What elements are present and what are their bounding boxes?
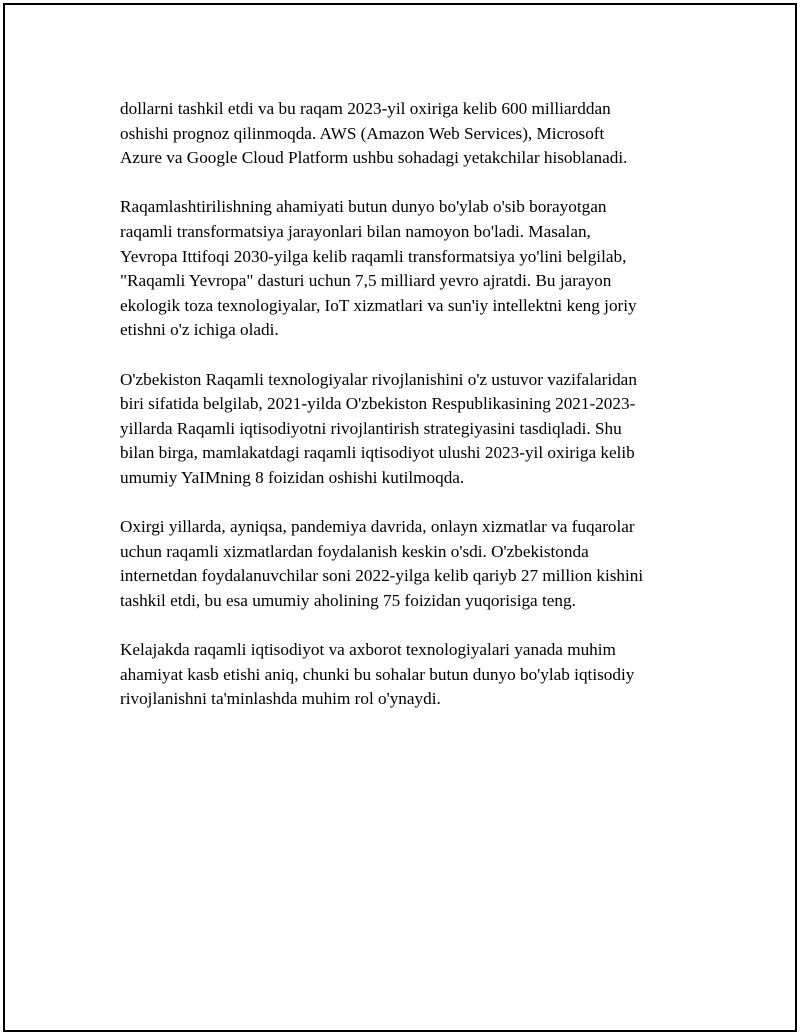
paragraph-uzbekistan-strategy: O'zbekiston Raqamli texnologiyalar rivojlanishini o'z ustuvor vazifalaridan biri sifatida belgilab, 2021-yilda O'zbekiston Respublikasining 2021-2023- yillarda Raqamli iqtisodiyotni rivojlantirish strategiyasini tasdiqladi. Shu bilan birga, mamlakatdagi raqamli iqtisodiyot ulushi 2023-yil oxiriga kelib umumiy YaIMning 8 foizidan oshishi kutilmoqda. [120,369,637,487]
paragraph-future-outlook: Kelajakda raqamli iqtisodiyot va axborot texnologiyalari yanada muhim ahamiyat kasb etishi aniq, chunki bu sohalar butun dunyo bo'ylab iqtisodiy rivojlanishni ta'minlashda muhim rol o'ynaydi. [120,640,635,709]
paragraph-online-services: Oxirgi yillarda, ayniqsa, pandemiya davrida, onlayn xizmatlar va fuqarolar uchun raqamli xizmatlardan foydalanish keskin o'sdi. O'zbekistonda internetdan foydalanuvchilar soni 2022-yilga kelib qariyb 27 million kishini tashkil etdi, bu esa umumiy aholining 75 foizidan yuqorisiga teng. [120,517,644,610]
document-body [120,97,690,736]
page-frame [3,3,797,1032]
paragraph-digital-transformation: Raqamlashtirilishning ahamiyati butun dunyo bo'ylab o'sib borayotgan raqamli transformatsiya jarayonlari bilan namoyon bo'ladi. Masalan, Yevropa Ittifoqi 2030-yilga kelib raqamli transformatsiya yo'lini belgilab, "Raqamli Yevropa" dasturi uchun 7,5 milliard yevro ajratdi. Bu jarayon ekologik toza texnologiyalar, IoT xizmatlari va sun'iy intellektni keng joriy etishni o'z ichiga oladi. [120,197,637,340]
paragraph-cloud-market: dollarni tashkil etdi va bu raqam 2023-yil oxiriga kelib 600 milliarddan oshishi prognoz qilinmoqda. AWS (Amazon Web Services), Microsoft Azure va Google Cloud Platform ushbu sohadagi yetakchilar hisoblanadi. [120,99,628,168]
